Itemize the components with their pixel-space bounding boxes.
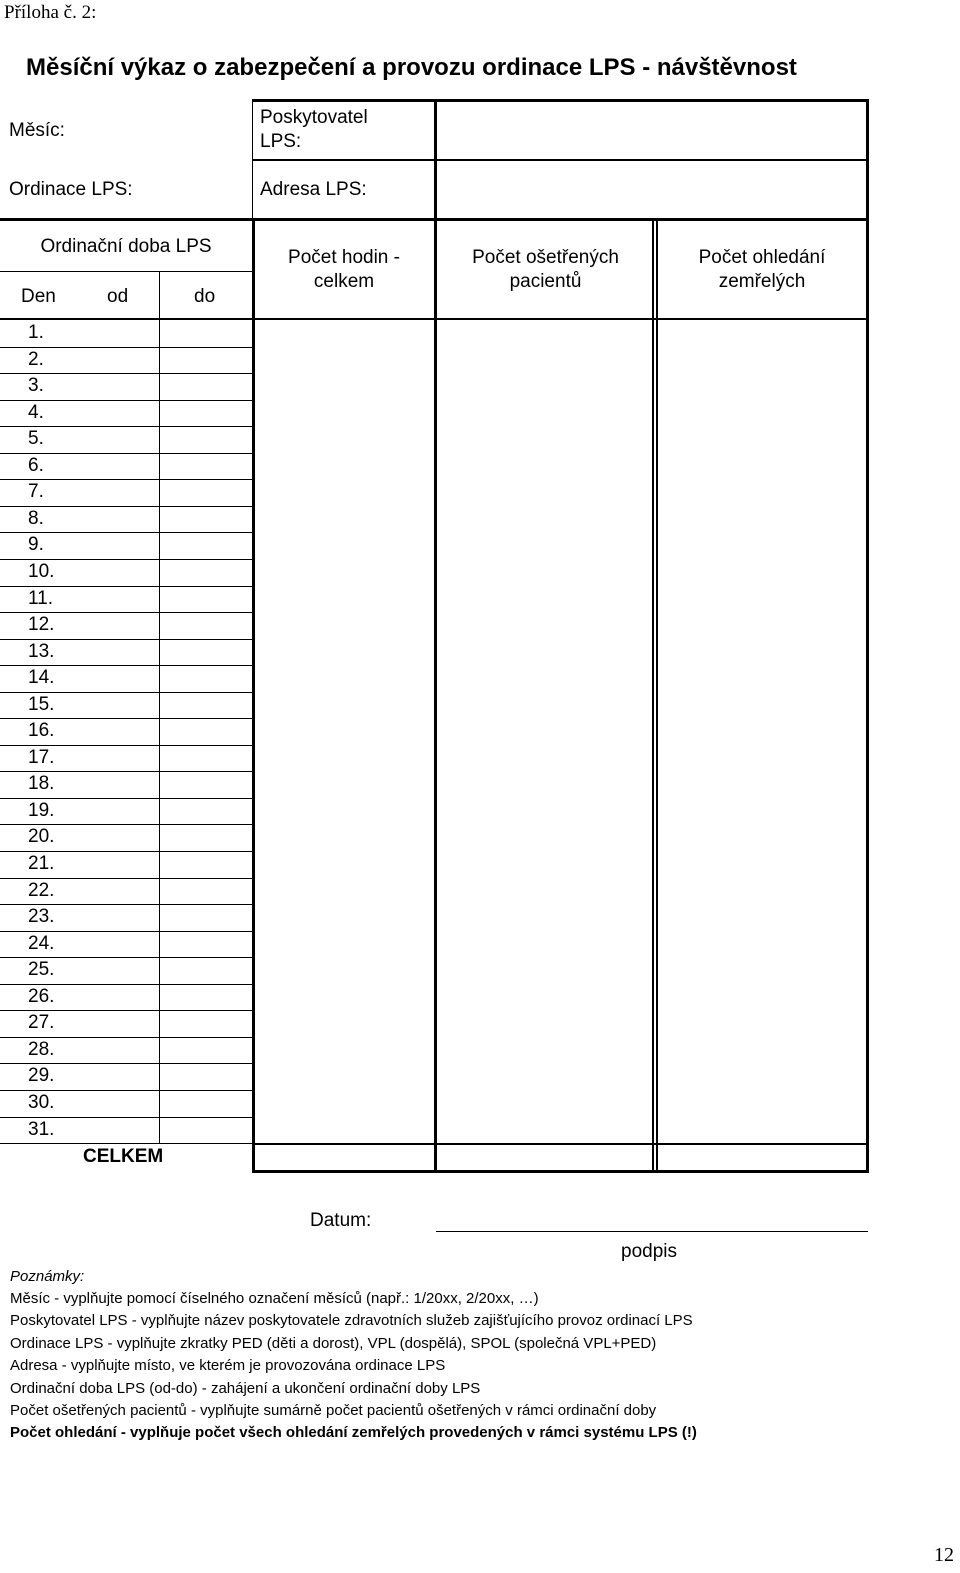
day-label: 17. bbox=[28, 746, 55, 768]
table-row-line bbox=[0, 957, 252, 958]
day-label: 14. bbox=[28, 667, 55, 689]
signature-label: podpis bbox=[621, 1241, 677, 1262]
day-label: 7. bbox=[28, 481, 44, 503]
day-column-header: Den bbox=[21, 286, 56, 307]
table-row-line bbox=[0, 1037, 252, 1038]
provider-label-line1: Poskytovatel bbox=[260, 107, 368, 128]
table-row-line bbox=[0, 665, 252, 666]
deceased-exam-column-header bbox=[658, 246, 866, 294]
day-label: 21. bbox=[28, 853, 55, 874]
day-label: 13. bbox=[28, 640, 55, 662]
month-input-area[interactable] bbox=[90, 110, 250, 155]
hours-total-header-line1: Počet hodin - bbox=[288, 247, 400, 268]
patients-right-border-b bbox=[656, 221, 658, 1172]
office-hours-sub-border bbox=[0, 271, 252, 272]
day-label: 3. bbox=[28, 375, 44, 397]
day-label: 4. bbox=[28, 401, 44, 423]
table-row-line bbox=[0, 904, 252, 905]
day-label: 27. bbox=[28, 1012, 55, 1034]
day-label: 19. bbox=[28, 799, 55, 821]
hours-left-border bbox=[252, 221, 255, 1172]
table-row-line bbox=[0, 851, 252, 852]
day-label: 11. bbox=[28, 587, 54, 609]
notes-bold-line: Počet ohledání - vyplňuje počet všech ohledání zemřelých provedených v rámci systému LPS (!) bbox=[10, 1424, 697, 1441]
day-label: 31. bbox=[28, 1118, 55, 1140]
from-to-divider bbox=[159, 320, 160, 1143]
table-row-line bbox=[0, 718, 252, 719]
table-row-line bbox=[0, 506, 252, 507]
table-row-line bbox=[0, 1063, 252, 1064]
total-label: CELKEM bbox=[83, 1146, 164, 1167]
day-label: 18. bbox=[28, 773, 55, 795]
table-row-line bbox=[0, 1143, 252, 1144]
table-row-line bbox=[0, 559, 252, 560]
day-label: 20. bbox=[28, 826, 55, 848]
deceased-header-line2: zemřelých bbox=[718, 271, 806, 292]
provider-label-line2: LPS: bbox=[260, 131, 302, 152]
table-row-line bbox=[0, 1090, 252, 1091]
day-label: 29. bbox=[28, 1065, 55, 1087]
day-label: 12. bbox=[28, 614, 55, 636]
patients-right-border-a bbox=[652, 221, 654, 1172]
provider-label bbox=[260, 106, 368, 154]
day-label: 9. bbox=[28, 534, 44, 556]
day-label: 26. bbox=[28, 985, 55, 1007]
date-label: Datum: bbox=[310, 1210, 372, 1231]
practice-label: Ordinace LPS: bbox=[9, 179, 133, 200]
hours-right-border bbox=[434, 221, 437, 1172]
table-row-line bbox=[0, 426, 252, 427]
note-line: Ordinace LPS - vyplňujte zkratky PED (děti a dorost), VPL (dospělá), SPOL (společná VPL+PED) bbox=[10, 1334, 657, 1352]
table-row-line bbox=[0, 479, 252, 480]
table-row-line bbox=[0, 771, 252, 772]
day-label: 24. bbox=[28, 932, 55, 954]
page-number: 12 bbox=[934, 1544, 954, 1566]
table-row-line bbox=[0, 612, 252, 613]
hours-total-column-header bbox=[253, 246, 435, 294]
day-label: 5. bbox=[28, 428, 44, 450]
appendix-label: Příloha č. 2: bbox=[4, 2, 97, 23]
day-label: 10. bbox=[28, 560, 55, 582]
patients-header-line1: Počet ošetřených bbox=[472, 247, 619, 268]
day-label: 6. bbox=[28, 454, 44, 476]
table-row-line bbox=[0, 798, 252, 799]
to-column-header: do bbox=[194, 286, 216, 307]
notes-heading: Poznámky: bbox=[10, 1268, 85, 1285]
day-label: 16. bbox=[28, 720, 55, 742]
day-label: 28. bbox=[28, 1038, 55, 1060]
page-title: Měsíční výkaz o zabezpečení a provozu ordinace LPS - návštěvnost bbox=[26, 54, 797, 81]
note-line: Počet ošetřených pacientů - vyplňujte sumárně počet pacientů ošetřených v rámci ordinační doby bbox=[10, 1402, 657, 1419]
address-input-area[interactable] bbox=[437, 161, 866, 218]
from-to-divider-header bbox=[159, 271, 160, 320]
signature-line[interactable] bbox=[436, 1231, 868, 1232]
office-hours-group-header: Ordinační doba LPS bbox=[40, 236, 212, 257]
total-row-top-border bbox=[252, 1143, 869, 1145]
day-label: 23. bbox=[28, 906, 55, 928]
deceased-header-line1: Počet ohledání bbox=[698, 247, 826, 268]
table-row-line bbox=[0, 824, 252, 825]
table-row-line bbox=[0, 373, 252, 374]
day-label: 2. bbox=[28, 348, 44, 370]
note-line: Poskytovatel LPS - vyplňujte název poskytovatele zdravotních služeb zajišťujícího provoz ordinací LPS bbox=[10, 1312, 693, 1330]
hours-total-header-line2: celkem bbox=[313, 271, 375, 292]
day-label: 30. bbox=[28, 1091, 55, 1113]
practice-input-area[interactable] bbox=[160, 168, 250, 213]
day-label: 22. bbox=[28, 879, 55, 901]
from-column-header: od bbox=[107, 286, 129, 307]
day-label: 25. bbox=[28, 959, 55, 981]
address-label: Adresa LPS: bbox=[260, 179, 367, 200]
patients-header-line2: pacientů bbox=[509, 271, 582, 292]
table-right-border bbox=[866, 99, 869, 1172]
note-line: Adresa - vyplňujte místo, ve kterém je provozována ordinace LPS bbox=[10, 1357, 446, 1375]
provider-input-area[interactable] bbox=[437, 102, 866, 159]
day-label: 8. bbox=[28, 507, 44, 529]
note-line: Měsíc - vyplňujte pomocí číselného označení měsíců (např.: 1/20xx, 2/20xx, …) bbox=[10, 1290, 539, 1307]
patients-column-header bbox=[437, 246, 654, 294]
total-row-bottom-border bbox=[252, 1170, 869, 1173]
header-left-divider bbox=[252, 99, 253, 221]
day-label: 1. bbox=[28, 322, 44, 343]
note-line: Ordinační doba LPS (od-do) - zahájení a ukončení ordinační doby LPS bbox=[10, 1379, 481, 1397]
day-label: 15. bbox=[28, 693, 55, 715]
month-label: Měsíc: bbox=[9, 120, 65, 141]
table-row-line bbox=[0, 532, 252, 533]
table-row-line bbox=[0, 1010, 252, 1011]
